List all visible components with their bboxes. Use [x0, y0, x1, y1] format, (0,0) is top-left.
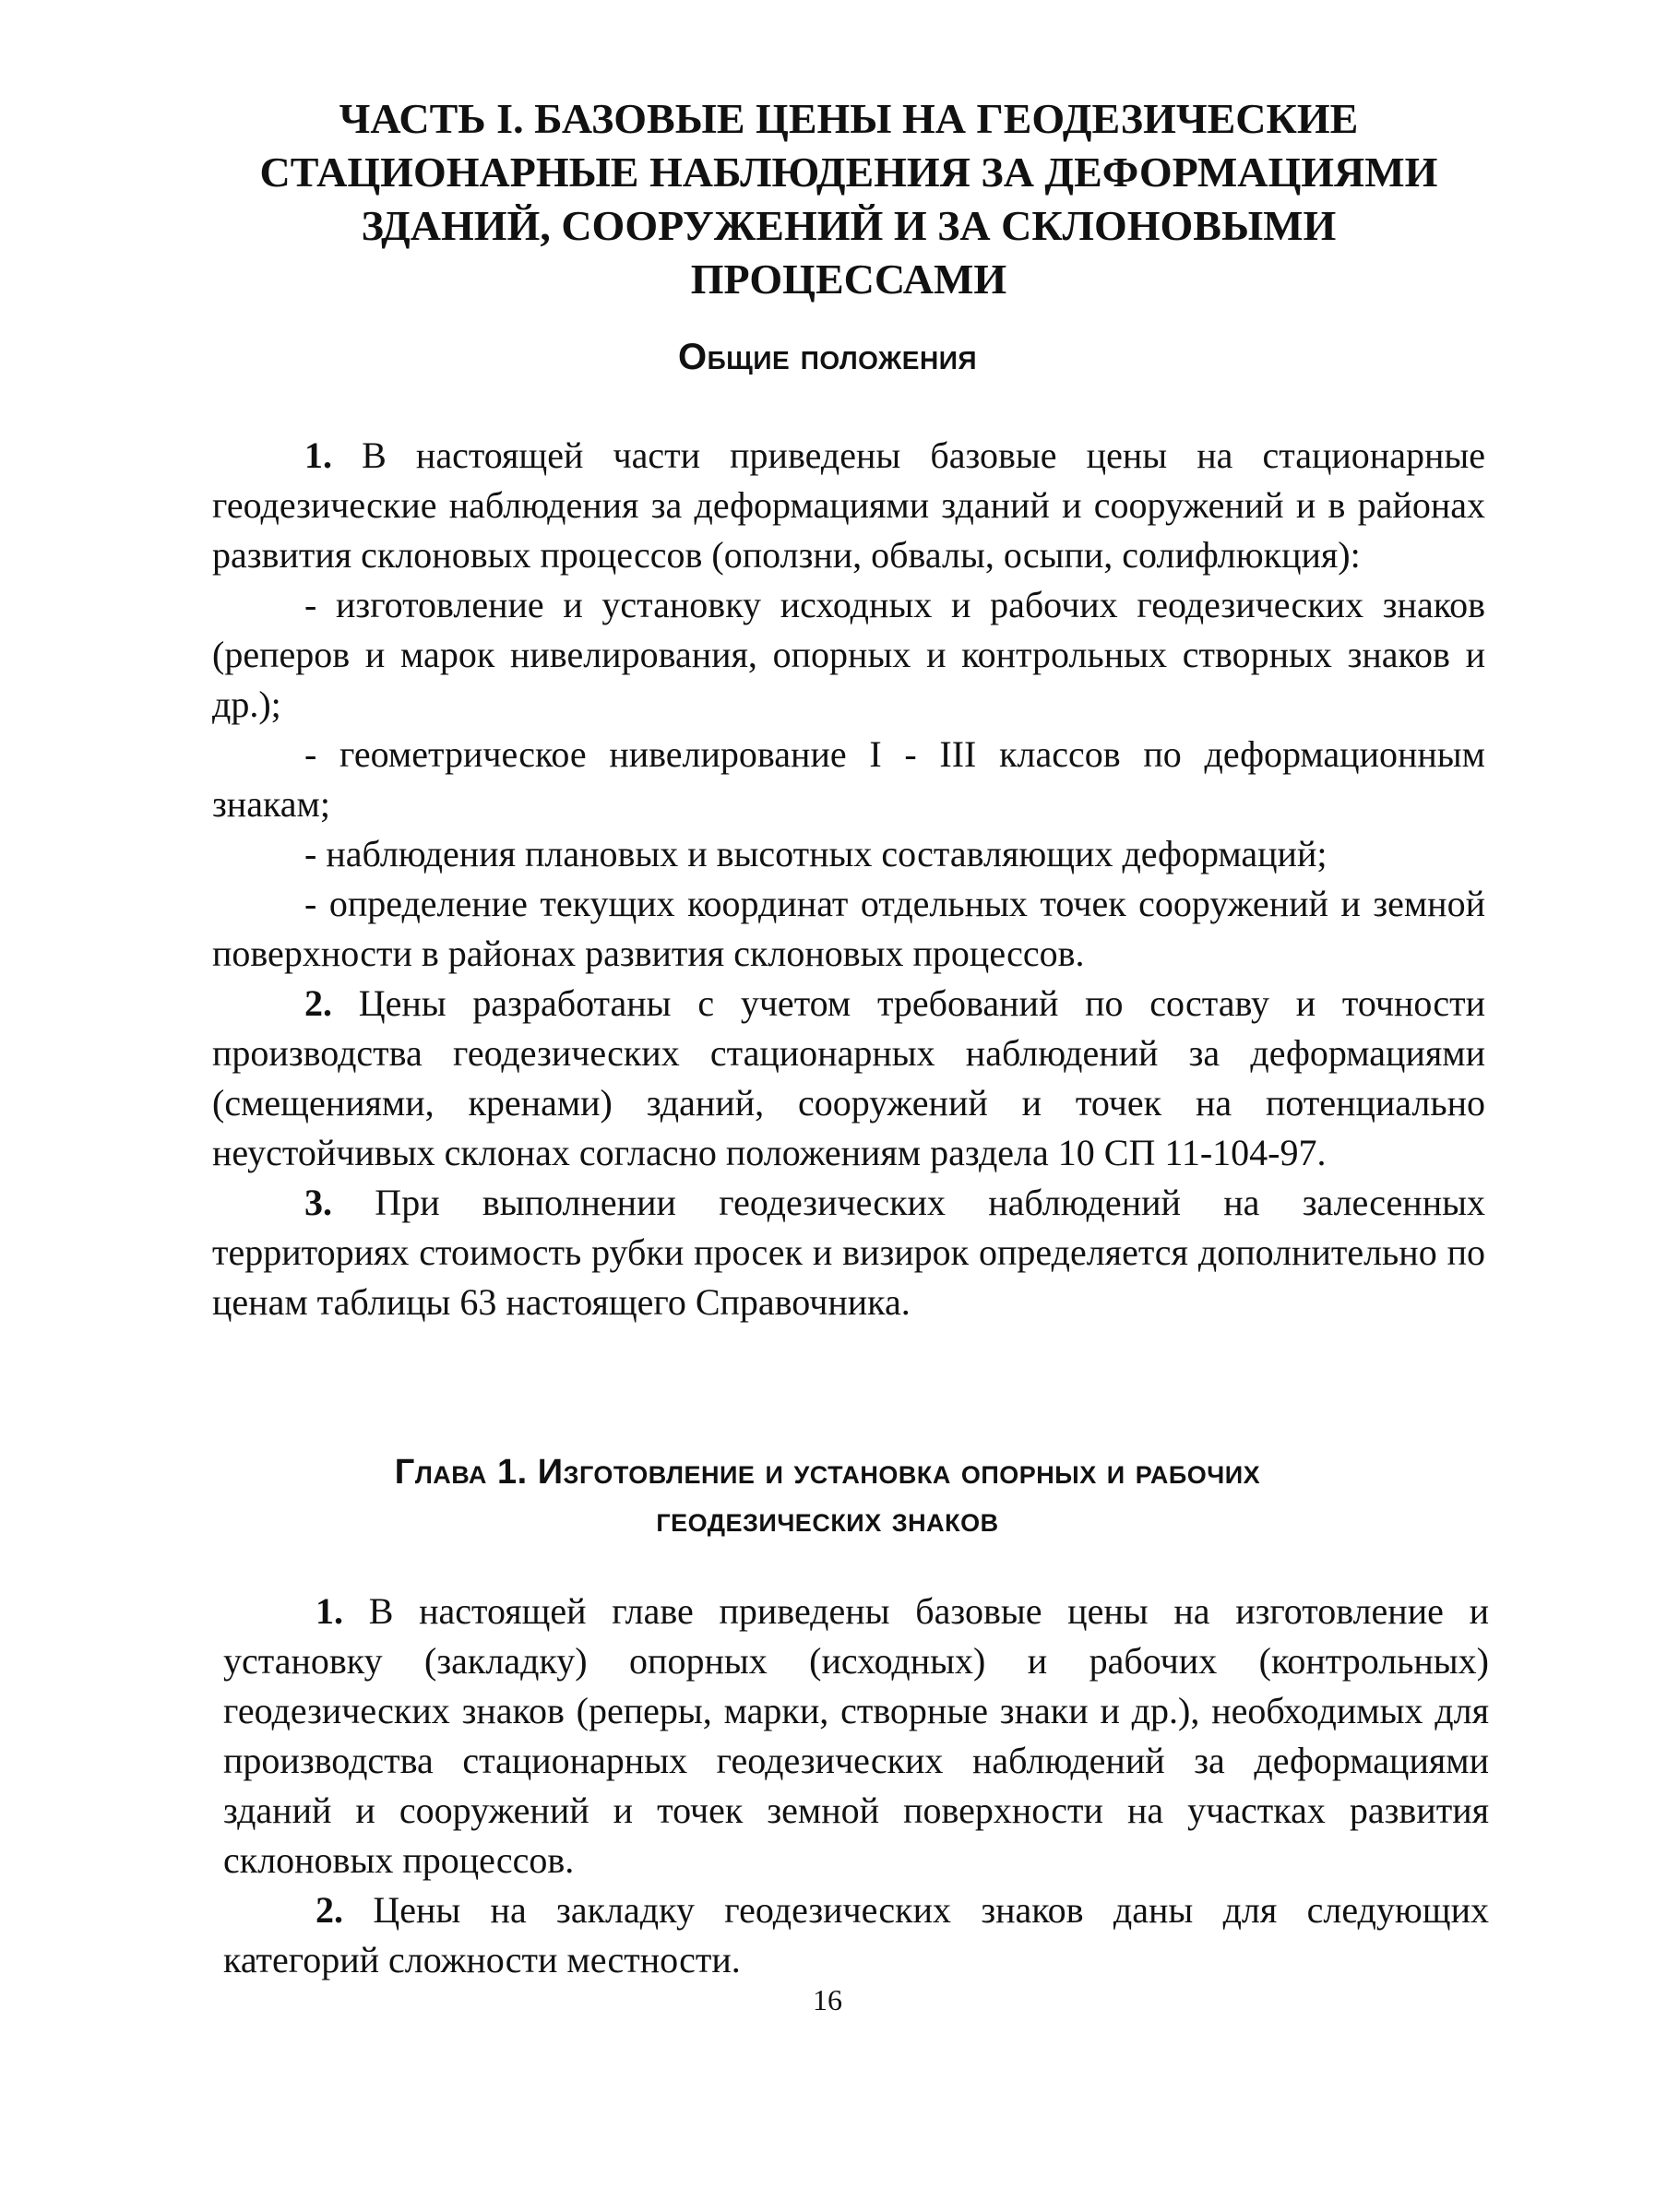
paragraph-text: Цены на закладку геодезических знаков даны для следующих категорий сложности местности.	[223, 1889, 1489, 1980]
part-title-line: ПРОЦЕССАМИ	[690, 256, 1007, 303]
paragraph-number: 2.	[316, 1889, 343, 1931]
paragraph-text: При выполнении геодезических наблюдений на залесенных территориях стоимость рубки просек и визирок определяется дополнительно по ценам таблицы 63 настоящего Справочника.	[212, 1182, 1485, 1323]
paragraph	[223, 1885, 1489, 1985]
paragraph-number: 2.	[304, 982, 332, 1024]
part-title-line: СТАЦИОНАРНЫЕ НАБЛЮДЕНИЯ ЗА ДЕФОРМАЦИЯМИ	[259, 149, 1438, 196]
list-item	[212, 829, 1485, 879]
list-item-text: - наблюдения плановых и высотных составляющих деформаций;	[304, 833, 1328, 874]
paragraph-number: 3.	[304, 1182, 332, 1223]
paragraph-number: 1.	[304, 434, 332, 476]
general-provisions-body	[212, 431, 1485, 1327]
part-title-line: ЧАСТЬ I. БАЗОВЫЕ ЦЕНЫ НА ГЕОДЕЗИЧЕСКИЕ	[339, 95, 1359, 142]
general-provisions-heading: Общие положения	[678, 337, 977, 377]
paragraph	[212, 431, 1485, 580]
chapter-heading-line: геодезических знаков	[656, 1501, 999, 1540]
part-title-line: ЗДАНИЙ, СООРУЖЕНИЙ И ЗА СКЛОНОВЫМИ	[361, 202, 1337, 249]
part-title	[221, 92, 1476, 306]
paragraph-number: 1.	[316, 1590, 343, 1632]
paragraph	[212, 979, 1485, 1178]
paragraph	[223, 1587, 1489, 1885]
chapter-1-body	[223, 1587, 1489, 1985]
paragraph-text: В настоящей главе приведены базовые цены на изготовление и установку (закладку) опорных (исходных) и рабочих (контрольных) геодезических знаков (реперы, марки, створные знаки и др.), необходимых для производства стационарных геодезических наблюдений за деформациями зданий и сооружений и точек земной поверхности на участках развития склоновых процессов.	[223, 1590, 1489, 1881]
page-number: 16	[813, 1983, 842, 2016]
chapter-heading-line: Глава 1. Изготовление и установка опорных и рабочих	[394, 1453, 1261, 1492]
paragraph-text: В настоящей части приведены базовые цены на стационарные геодезические наблюдения за деформациями зданий и сооружений и в районах развития склоновых процессов (оползни, обвалы, осыпи, солифлюкция):	[212, 434, 1485, 576]
list-item-text: - изготовление и установку исходных и рабочих геодезических знаков (реперов и марок нивелирования, опорных и контрольных створных знаков и др.);	[212, 584, 1485, 725]
list-item	[212, 730, 1485, 829]
list-item	[212, 580, 1485, 730]
list-item	[212, 879, 1485, 979]
paragraph-text: Цены разработаны с учетом требований по составу и точности производства геодезических стационарных наблюдений за деформациями (смещениями, кренами) зданий, сооружений и точек на потенциально неустойчивых склонах согласно положениям раздела 10 СП 11-104-97.	[212, 982, 1485, 1173]
paragraph	[212, 1178, 1485, 1327]
list-item-text: - определение текущих координат отдельных точек сооружений и земной поверхности в районах развития склоновых процессов.	[212, 883, 1485, 974]
list-item-text: - геометрическое нивелирование I - III классов по деформационным знакам;	[212, 733, 1485, 825]
chapter-1-heading	[0, 1448, 1655, 1544]
